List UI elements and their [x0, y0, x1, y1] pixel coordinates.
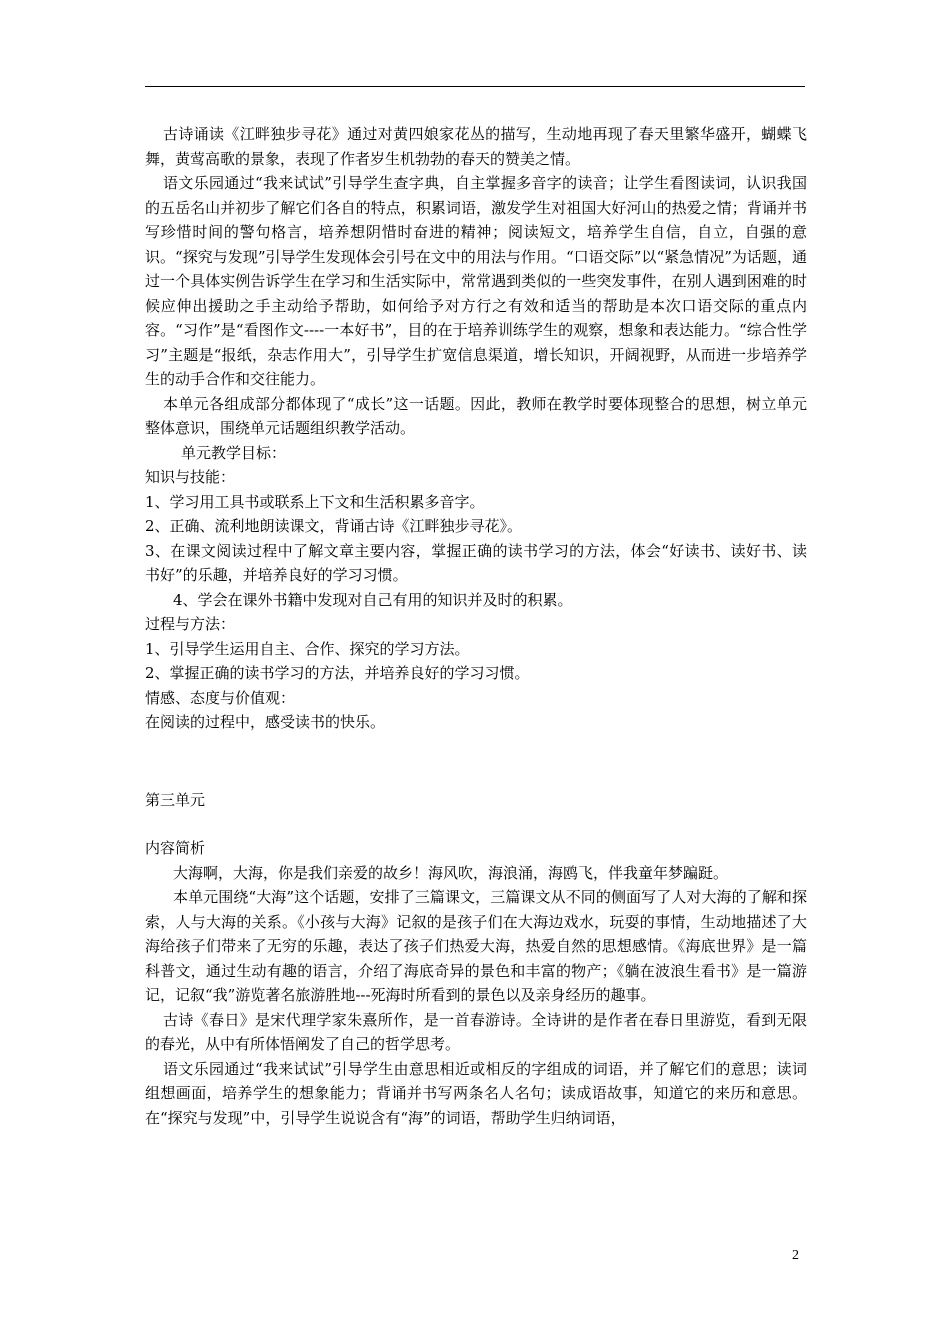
goal-item-4: 4、学会在课外书籍中发现对自己有用的知识并及时的积累。 [173, 590, 573, 609]
goal-item-3: 3、在课文阅读过程中了解文章主要内容，掌握正确的读书学习的方法，体会“好读书、读好书、读书好”的乐趣，并培养良好的学习习惯。 [145, 541, 807, 584]
process-item-1: 1、引导学生运用自主、合作、探究的学习方法。 [145, 639, 470, 658]
page-number: 2 [792, 1248, 799, 1263]
paragraph-chinese-garden-2: 语文乐园通过“我来试试”引导学生由意思相近或相反的字组成的词语，并了解它们的意思；读词组想画面，培养学生的想象能力；背诵并书写两条名人名句；读成语故事，知道它的来历和意思。在“探究与发现”中，引导学生说说含有“海”的词语，帮助学生归纳词语， [145, 1059, 807, 1127]
heading-knowledge-skills: 知识与技能： [145, 468, 236, 486]
paragraph-spring-day-poem: 古诗《春日》是宋代理学家朱熹所作，是一首春游诗。全诗讲的是作者在春日里游览，看到无限的春光，从中有所体悟阐发了自己的哲学思考。 [145, 1010, 807, 1053]
heading-unit-three: 第三单元 [145, 790, 206, 809]
heading-unit-goals: 单元教学目标： [181, 443, 287, 462]
process-item-2: 2、掌握正确的读书学习的方法，并培养良好的学习习惯。 [145, 664, 530, 682]
header-rule [145, 86, 805, 87]
paragraph-sea-quote: 大海啊，大海，你是我们亲爱的故乡！海风吹，海浪涌，海鸥飞，伴我童年梦蹁跹。 [173, 863, 729, 882]
paragraph-unit-theme: 本单元各组成部分都体现了“成长”这一话题。因此，教师在教学时要体现整合的思想，树立单元整体意识，围绕单元话题组织教学活动。 [145, 394, 807, 437]
goal-item-2: 2、正确、流利地朗读课文，背诵古诗《江畔独步寻花》。 [145, 517, 523, 535]
heading-content-analysis: 内容简析 [145, 839, 206, 857]
paragraph-ancient-poem: 古诗诵读《江畔独步寻花》通过对黄四娘家花丛的描写，生动地再现了春天里繁华盛开，蝴蝶飞舞，黄莺高歌的景象，表现了作者岁生机勃勃的春天的赞美之情。 [145, 125, 807, 168]
section-spacer [145, 735, 807, 788]
section-spacer-small [145, 812, 807, 836]
paragraph-sea-unit: 本单元围绕“大海”这个话题，安排了三篇课文，三篇课文从不同的侧面写了人对大海的了解和探索，人与大海的关系。《小孩与大海》记叙的是孩子们在大海边戏水，玩耍的事情，生动地描述了大海给孩子们带来了无穷的乐趣，表达了孩子们热爱大海，热爱自然的思想感情。《海底世界》是一篇科普文，通过生动有趣的语言，介绍了海底奇异的景色和丰富的物产；《躺在波浪生看书》是一篇游记，记叙“我”游览著名旅游胜地---死海时所看到的景色以及亲身经历的趣事。 [145, 888, 807, 1004]
emotion-item: 在阅读的过程中，感受读书的快乐。 [145, 713, 386, 731]
paragraph-chinese-garden: 语文乐园通过“我来试试”引导学生查字典，自主掌握多音字的读音；让学生看图读词，认识我国的五岳名山并初步了解它们各自的特点，积累词语，激发学生对祖国大好河山的热爱之情；背诵并书写珍惜时间的警句格言，培养想阴惜时奋进的精神；阅读短文，培养学生自信，自立，自强的意识。“探究与发现”引导学生发现体会引号在文中的用法与作用。“口语交际”以“紧急情况”为话题，通过一个具体实例告诉学生在学习和生活实际中，常常遇到类似的一些突发事件，在别人遇到困难的时候应伸出援助之手主动给予帮助，如何给予对方行之有效和适当的帮助是本次口语交际的重点内容。“习作”是“看图作文----一本好书”，目的在于培养训练学生的观察，想象和表达能力。“综合性学习”主题是“报纸，杂志作用大”，引导学生扩宽信息渠道，增长知识，开阔视野，从而进一步培养学生的动手合作和交往能力。 [145, 174, 807, 388]
heading-emotion-values: 情感、态度与价值观： [145, 688, 296, 707]
page-body [145, 122, 807, 1130]
goal-item-1: 1、学习用工具书或联系上下文和生活积累多音字。 [145, 492, 485, 511]
heading-process-methods: 过程与方法： [145, 615, 236, 633]
